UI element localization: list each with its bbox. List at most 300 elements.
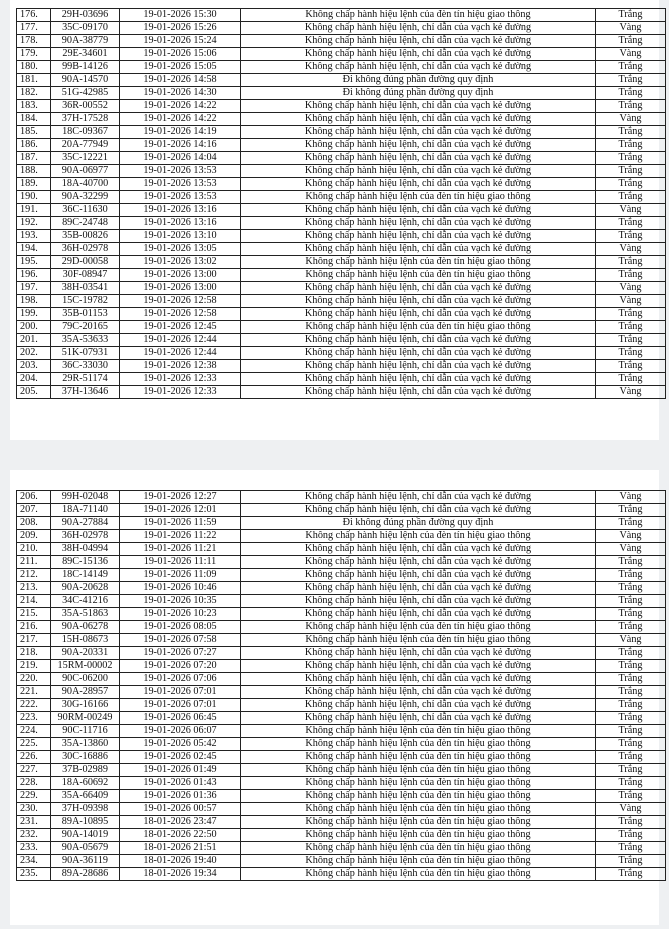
violation-description: Không chấp hành hiệu lệnh của đèn tín hiệu giao thông (241, 842, 596, 855)
violation-description: Không chấp hành hiệu lệnh, chỉ dẫn của vạch kẻ đường (241, 543, 596, 556)
violation-description: Không chấp hành hiệu lệnh, chỉ dẫn của vạch kẻ đường (241, 100, 596, 113)
plate-color: Trắng (596, 334, 666, 347)
violation-description: Không chấp hành hiệu lệnh, chỉ dẫn của vạch kẻ đường (241, 334, 596, 347)
violation-description: Không chấp hành hiệu lệnh, chỉ dẫn của vạch kẻ đường (241, 712, 596, 725)
violation-time: 19-01-2026 13:05 (120, 243, 241, 256)
violation-description: Không chấp hành hiệu lệnh, chỉ dẫn của vạch kẻ đường (241, 204, 596, 217)
row-number: 196. (17, 269, 51, 282)
plate-color: Trắng (596, 868, 666, 881)
violation-description: Không chấp hành hiệu lệnh, chỉ dẫn của vạch kẻ đường (241, 647, 596, 660)
violation-time: 19-01-2026 15:05 (120, 61, 241, 74)
plate-color: Vàng (596, 113, 666, 126)
violation-time: 19-01-2026 07:06 (120, 673, 241, 686)
violation-time: 19-01-2026 13:00 (120, 282, 241, 295)
table-row (17, 686, 666, 699)
violation-description: Không chấp hành hiệu lệnh của đèn tín hiệu giao thông (241, 803, 596, 816)
license-plate: 15H-08673 (51, 634, 120, 647)
violation-description: Không chấp hành hiệu lệnh, chỉ dẫn của vạch kẻ đường (241, 582, 596, 595)
violation-time: 19-01-2026 01:36 (120, 790, 241, 803)
row-number: 230. (17, 803, 51, 816)
license-plate: 90A-14570 (51, 74, 120, 87)
row-number: 185. (17, 126, 51, 139)
license-plate: 30G-16166 (51, 699, 120, 712)
plate-color: Trắng (596, 347, 666, 360)
violation-time: 19-01-2026 07:58 (120, 634, 241, 647)
plate-color: Trắng (596, 595, 666, 608)
row-number: 188. (17, 165, 51, 178)
license-plate: 51G-42985 (51, 87, 120, 100)
violation-time: 19-01-2026 05:42 (120, 738, 241, 751)
table-row (17, 217, 666, 230)
plate-color: Vàng (596, 634, 666, 647)
row-number: 233. (17, 842, 51, 855)
plate-color: Trắng (596, 517, 666, 530)
violation-description: Đi không đúng phần đường quy định (241, 517, 596, 530)
violation-description: Không chấp hành hiệu lệnh của đèn tín hiệu giao thông (241, 725, 596, 738)
violation-description: Không chấp hành hiệu lệnh, chỉ dẫn của vạch kẻ đường (241, 126, 596, 139)
plate-color: Trắng (596, 660, 666, 673)
plate-color: Trắng (596, 569, 666, 582)
violation-time: 19-01-2026 12:33 (120, 373, 241, 386)
table-row (17, 87, 666, 100)
table-row (17, 61, 666, 74)
plate-color: Trắng (596, 829, 666, 842)
plate-color: Trắng (596, 74, 666, 87)
license-plate: 90A-27884 (51, 517, 120, 530)
violation-description: Đi không đúng phần đường quy định (241, 87, 596, 100)
license-plate: 89C-15136 (51, 556, 120, 569)
violation-description: Không chấp hành hiệu lệnh của đèn tín hiệu giao thông (241, 777, 596, 790)
license-plate: 36C-33030 (51, 360, 120, 373)
table-row (17, 829, 666, 842)
violation-time: 19-01-2026 12:44 (120, 347, 241, 360)
violation-time: 18-01-2026 23:47 (120, 816, 241, 829)
license-plate: 29R-51174 (51, 373, 120, 386)
table-row (17, 256, 666, 269)
violation-description: Không chấp hành hiệu lệnh của đèn tín hiệu giao thông (241, 868, 596, 881)
license-plate: 35A-53633 (51, 334, 120, 347)
license-plate: 35C-12221 (51, 152, 120, 165)
violation-time: 18-01-2026 21:51 (120, 842, 241, 855)
row-number: 222. (17, 699, 51, 712)
row-number: 184. (17, 113, 51, 126)
violation-time: 19-01-2026 10:46 (120, 582, 241, 595)
table-row (17, 868, 666, 881)
row-number: 192. (17, 217, 51, 230)
table-row (17, 178, 666, 191)
violation-time: 19-01-2026 12:38 (120, 360, 241, 373)
license-plate: 35A-51863 (51, 608, 120, 621)
violation-time: 19-01-2026 02:45 (120, 751, 241, 764)
plate-color: Vàng (596, 530, 666, 543)
table-row (17, 764, 666, 777)
table-row (17, 243, 666, 256)
table-row (17, 204, 666, 217)
row-number: 195. (17, 256, 51, 269)
document-page-1 (10, 0, 659, 440)
violation-description: Không chấp hành hiệu lệnh của đèn tín hiệu giao thông (241, 191, 596, 204)
license-plate: 90A-06278 (51, 621, 120, 634)
license-plate: 35A-66409 (51, 790, 120, 803)
plate-color: Trắng (596, 686, 666, 699)
plate-color: Trắng (596, 777, 666, 790)
violation-description: Không chấp hành hiệu lệnh, chỉ dẫn của vạch kẻ đường (241, 569, 596, 582)
table-row (17, 152, 666, 165)
violation-description: Không chấp hành hiệu lệnh, chỉ dẫn của vạch kẻ đường (241, 386, 596, 399)
plate-color: Trắng (596, 751, 666, 764)
table-row (17, 543, 666, 556)
row-number: 187. (17, 152, 51, 165)
plate-color: Trắng (596, 321, 666, 334)
table-row (17, 295, 666, 308)
violation-description: Không chấp hành hiệu lệnh của đèn tín hiệu giao thông (241, 738, 596, 751)
row-number: 213. (17, 582, 51, 595)
row-number: 177. (17, 22, 51, 35)
violation-time: 19-01-2026 15:06 (120, 48, 241, 61)
plate-color: Trắng (596, 816, 666, 829)
table-row (17, 842, 666, 855)
plate-color: Trắng (596, 764, 666, 777)
table-row (17, 9, 666, 22)
plate-color: Trắng (596, 152, 666, 165)
row-number: 200. (17, 321, 51, 334)
row-number: 224. (17, 725, 51, 738)
license-plate: 38H-04994 (51, 543, 120, 556)
table-row (17, 139, 666, 152)
violation-time: 19-01-2026 11:21 (120, 543, 241, 556)
violation-description: Không chấp hành hiệu lệnh, chỉ dẫn của vạch kẻ đường (241, 48, 596, 61)
row-number: 202. (17, 347, 51, 360)
table-row (17, 282, 666, 295)
table-row (17, 647, 666, 660)
violation-description: Không chấp hành hiệu lệnh, chỉ dẫn của vạch kẻ đường (241, 152, 596, 165)
violation-description: Không chấp hành hiệu lệnh, chỉ dẫn của vạch kẻ đường (241, 491, 596, 504)
table-row (17, 126, 666, 139)
table-row (17, 595, 666, 608)
table-row (17, 165, 666, 178)
license-plate: 90A-20628 (51, 582, 120, 595)
row-number: 180. (17, 61, 51, 74)
row-number: 193. (17, 230, 51, 243)
table-row (17, 517, 666, 530)
table-row (17, 816, 666, 829)
license-plate: 18A-60692 (51, 777, 120, 790)
violation-time: 19-01-2026 14:22 (120, 100, 241, 113)
violation-time: 19-01-2026 01:43 (120, 777, 241, 790)
violation-description: Không chấp hành hiệu lệnh, chỉ dẫn của vạch kẻ đường (241, 660, 596, 673)
violation-time: 19-01-2026 15:24 (120, 35, 241, 48)
table-row (17, 712, 666, 725)
row-number: 216. (17, 621, 51, 634)
table-row (17, 738, 666, 751)
row-number: 215. (17, 608, 51, 621)
row-number: 234. (17, 855, 51, 868)
violation-description: Không chấp hành hiệu lệnh, chỉ dẫn của vạch kẻ đường (241, 217, 596, 230)
plate-color: Trắng (596, 191, 666, 204)
table-row (17, 491, 666, 504)
license-plate: 37H-09398 (51, 803, 120, 816)
table-row (17, 660, 666, 673)
plate-color: Trắng (596, 308, 666, 321)
violation-description: Không chấp hành hiệu lệnh của đèn tín hiệu giao thông (241, 621, 596, 634)
license-plate: 15C-19782 (51, 295, 120, 308)
row-number: 223. (17, 712, 51, 725)
row-number: 210. (17, 543, 51, 556)
license-plate: 90A-20331 (51, 647, 120, 660)
license-plate: 30C-16886 (51, 751, 120, 764)
table-row (17, 74, 666, 87)
license-plate: 90A-06977 (51, 165, 120, 178)
violation-description: Không chấp hành hiệu lệnh, chỉ dẫn của vạch kẻ đường (241, 282, 596, 295)
violation-time: 19-01-2026 12:33 (120, 386, 241, 399)
table-row (17, 269, 666, 282)
row-number: 212. (17, 569, 51, 582)
violation-description: Không chấp hành hiệu lệnh, chỉ dẫn của vạch kẻ đường (241, 178, 596, 191)
license-plate: 99B-14126 (51, 61, 120, 74)
plate-color: Trắng (596, 9, 666, 22)
license-plate: 79C-20165 (51, 321, 120, 334)
violation-description: Không chấp hành hiệu lệnh, chỉ dẫn của vạch kẻ đường (241, 308, 596, 321)
plate-color: Vàng (596, 543, 666, 556)
violation-time: 19-01-2026 12:45 (120, 321, 241, 334)
row-number: 203. (17, 360, 51, 373)
violation-time: 19-01-2026 01:49 (120, 764, 241, 777)
violation-time: 19-01-2026 11:11 (120, 556, 241, 569)
row-number: 218. (17, 647, 51, 660)
violation-description: Không chấp hành hiệu lệnh của đèn tín hiệu giao thông (241, 256, 596, 269)
license-plate: 36H-02978 (51, 243, 120, 256)
table-row (17, 582, 666, 595)
plate-color: Trắng (596, 230, 666, 243)
table-row (17, 556, 666, 569)
license-plate: 51K-07931 (51, 347, 120, 360)
plate-color: Trắng (596, 621, 666, 634)
plate-color: Vàng (596, 491, 666, 504)
license-plate: 35B-01153 (51, 308, 120, 321)
violation-description: Không chấp hành hiệu lệnh, chỉ dẫn của vạch kẻ đường (241, 699, 596, 712)
license-plate: 29H-03696 (51, 9, 120, 22)
license-plate: 30F-08947 (51, 269, 120, 282)
license-plate: 36R-00552 (51, 100, 120, 113)
license-plate: 90C-11716 (51, 725, 120, 738)
plate-color: Trắng (596, 269, 666, 282)
violation-time: 19-01-2026 14:22 (120, 113, 241, 126)
violation-description: Không chấp hành hiệu lệnh của đèn tín hiệu giao thông (241, 751, 596, 764)
plate-color: Trắng (596, 360, 666, 373)
violation-description: Không chấp hành hiệu lệnh, chỉ dẫn của vạch kẻ đường (241, 373, 596, 386)
row-number: 231. (17, 816, 51, 829)
license-plate: 18A-40700 (51, 178, 120, 191)
plate-color: Trắng (596, 373, 666, 386)
violation-description: Không chấp hành hiệu lệnh của đèn tín hiệu giao thông (241, 530, 596, 543)
row-number: 198. (17, 295, 51, 308)
violation-description: Không chấp hành hiệu lệnh, chỉ dẫn của vạch kẻ đường (241, 673, 596, 686)
violations-table-2 (16, 490, 666, 881)
row-number: 211. (17, 556, 51, 569)
table-row (17, 855, 666, 868)
violation-description: Không chấp hành hiệu lệnh, chỉ dẫn của vạch kẻ đường (241, 686, 596, 699)
violation-time: 19-01-2026 00:57 (120, 803, 241, 816)
violation-time: 19-01-2026 14:04 (120, 152, 241, 165)
license-plate: 38H-03541 (51, 282, 120, 295)
row-number: 183. (17, 100, 51, 113)
violation-time: 19-01-2026 14:19 (120, 126, 241, 139)
row-number: 225. (17, 738, 51, 751)
license-plate: 20A-77949 (51, 139, 120, 152)
row-number: 197. (17, 282, 51, 295)
violation-time: 19-01-2026 13:53 (120, 165, 241, 178)
plate-color: Trắng (596, 178, 666, 191)
table-row (17, 334, 666, 347)
violation-description: Không chấp hành hiệu lệnh của đèn tín hiệu giao thông (241, 321, 596, 334)
table-row (17, 35, 666, 48)
violation-description: Không chấp hành hiệu lệnh, chỉ dẫn của vạch kẻ đường (241, 504, 596, 517)
violation-description: Không chấp hành hiệu lệnh của đèn tín hiệu giao thông (241, 816, 596, 829)
table-row (17, 634, 666, 647)
row-number: 194. (17, 243, 51, 256)
plate-color: Trắng (596, 100, 666, 113)
violation-time: 19-01-2026 13:16 (120, 204, 241, 217)
row-number: 235. (17, 868, 51, 881)
violation-time: 19-01-2026 11:09 (120, 569, 241, 582)
table-row (17, 113, 666, 126)
row-number: 191. (17, 204, 51, 217)
plate-color: Trắng (596, 842, 666, 855)
license-plate: 37H-13646 (51, 386, 120, 399)
row-number: 226. (17, 751, 51, 764)
table-row (17, 530, 666, 543)
plate-color: Trắng (596, 165, 666, 178)
table-row (17, 230, 666, 243)
violation-time: 19-01-2026 13:00 (120, 269, 241, 282)
violation-time: 19-01-2026 15:26 (120, 22, 241, 35)
violation-time: 19-01-2026 07:27 (120, 647, 241, 660)
violation-time: 19-01-2026 13:10 (120, 230, 241, 243)
row-number: 227. (17, 764, 51, 777)
plate-color: Vàng (596, 295, 666, 308)
violation-time: 19-01-2026 12:01 (120, 504, 241, 517)
table-row (17, 673, 666, 686)
violation-time: 19-01-2026 10:23 (120, 608, 241, 621)
license-plate: 90C-06200 (51, 673, 120, 686)
violation-time: 19-01-2026 14:30 (120, 87, 241, 100)
violation-description: Không chấp hành hiệu lệnh, chỉ dẫn của vạch kẻ đường (241, 556, 596, 569)
violation-description: Không chấp hành hiệu lệnh, chỉ dẫn của vạch kẻ đường (241, 595, 596, 608)
row-number: 179. (17, 48, 51, 61)
row-number: 221. (17, 686, 51, 699)
license-plate: 90A-05679 (51, 842, 120, 855)
plate-color: Vàng (596, 243, 666, 256)
plate-color: Trắng (596, 699, 666, 712)
violation-time: 19-01-2026 11:59 (120, 517, 241, 530)
row-number: 182. (17, 87, 51, 100)
violation-description: Không chấp hành hiệu lệnh của đèn tín hiệu giao thông (241, 829, 596, 842)
license-plate: 37B-02989 (51, 764, 120, 777)
plate-color: Trắng (596, 61, 666, 74)
violation-time: 18-01-2026 22:50 (120, 829, 241, 842)
license-plate: 37H-17528 (51, 113, 120, 126)
violation-time: 19-01-2026 13:16 (120, 217, 241, 230)
violation-time: 18-01-2026 19:40 (120, 855, 241, 868)
violation-time: 19-01-2026 10:35 (120, 595, 241, 608)
violation-description: Không chấp hành hiệu lệnh, chỉ dẫn của vạch kẻ đường (241, 347, 596, 360)
license-plate: 89A-10895 (51, 816, 120, 829)
row-number: 176. (17, 9, 51, 22)
plate-color: Vàng (596, 282, 666, 295)
plate-color: Vàng (596, 803, 666, 816)
table-row (17, 22, 666, 35)
violation-description: Không chấp hành hiệu lệnh, chỉ dẫn của vạch kẻ đường (241, 35, 596, 48)
violation-description: Không chấp hành hiệu lệnh, chỉ dẫn của vạch kẻ đường (241, 295, 596, 308)
plate-color: Trắng (596, 217, 666, 230)
plate-color: Trắng (596, 855, 666, 868)
row-number: 181. (17, 74, 51, 87)
row-number: 207. (17, 504, 51, 517)
license-plate: 90A-36119 (51, 855, 120, 868)
plate-color: Trắng (596, 647, 666, 660)
row-number: 209. (17, 530, 51, 543)
license-plate: 35A-13860 (51, 738, 120, 751)
violation-description: Không chấp hành hiệu lệnh của đèn tín hiệu giao thông (241, 764, 596, 777)
license-plate: 35B-00826 (51, 230, 120, 243)
plate-color: Trắng (596, 608, 666, 621)
plate-color: Vàng (596, 48, 666, 61)
violation-time: 19-01-2026 14:16 (120, 139, 241, 152)
plate-color: Trắng (596, 582, 666, 595)
plate-color: Trắng (596, 738, 666, 751)
violation-time: 19-01-2026 13:02 (120, 256, 241, 269)
table-row (17, 777, 666, 790)
violation-time: 18-01-2026 19:34 (120, 868, 241, 881)
violation-time: 19-01-2026 13:53 (120, 178, 241, 191)
violation-time: 19-01-2026 06:45 (120, 712, 241, 725)
license-plate: 90A-32299 (51, 191, 120, 204)
violation-time: 19-01-2026 12:58 (120, 295, 241, 308)
table-row (17, 308, 666, 321)
plate-color: Trắng (596, 556, 666, 569)
violation-description: Không chấp hành hiệu lệnh, chỉ dẫn của vạch kẻ đường (241, 230, 596, 243)
table-row (17, 803, 666, 816)
violation-description: Không chấp hành hiệu lệnh, chỉ dẫn của vạch kẻ đường (241, 61, 596, 74)
table-row (17, 48, 666, 61)
license-plate: 29D-00058 (51, 256, 120, 269)
violation-time: 19-01-2026 12:27 (120, 491, 241, 504)
violation-description: Không chấp hành hiệu lệnh, chỉ dẫn của vạch kẻ đường (241, 608, 596, 621)
violation-time: 19-01-2026 11:22 (120, 530, 241, 543)
plate-color: Trắng (596, 256, 666, 269)
license-plate: 15RM-00002 (51, 660, 120, 673)
row-number: 208. (17, 517, 51, 530)
license-plate: 36C-11630 (51, 204, 120, 217)
table-row (17, 386, 666, 399)
violation-description: Không chấp hành hiệu lệnh của đèn tín hiệu giao thông (241, 9, 596, 22)
plate-color: Vàng (596, 22, 666, 35)
table-row (17, 699, 666, 712)
row-number: 229. (17, 790, 51, 803)
violation-time: 19-01-2026 08:05 (120, 621, 241, 634)
row-number: 201. (17, 334, 51, 347)
violation-description: Không chấp hành hiệu lệnh, chỉ dẫn của vạch kẻ đường (241, 139, 596, 152)
plate-color: Trắng (596, 87, 666, 100)
license-plate: 89C-24748 (51, 217, 120, 230)
plate-color: Trắng (596, 126, 666, 139)
table-row (17, 790, 666, 803)
license-plate: 36H-02978 (51, 530, 120, 543)
table-row (17, 100, 666, 113)
license-plate: 34C-41216 (51, 595, 120, 608)
plate-color: Trắng (596, 504, 666, 517)
table-row (17, 725, 666, 738)
